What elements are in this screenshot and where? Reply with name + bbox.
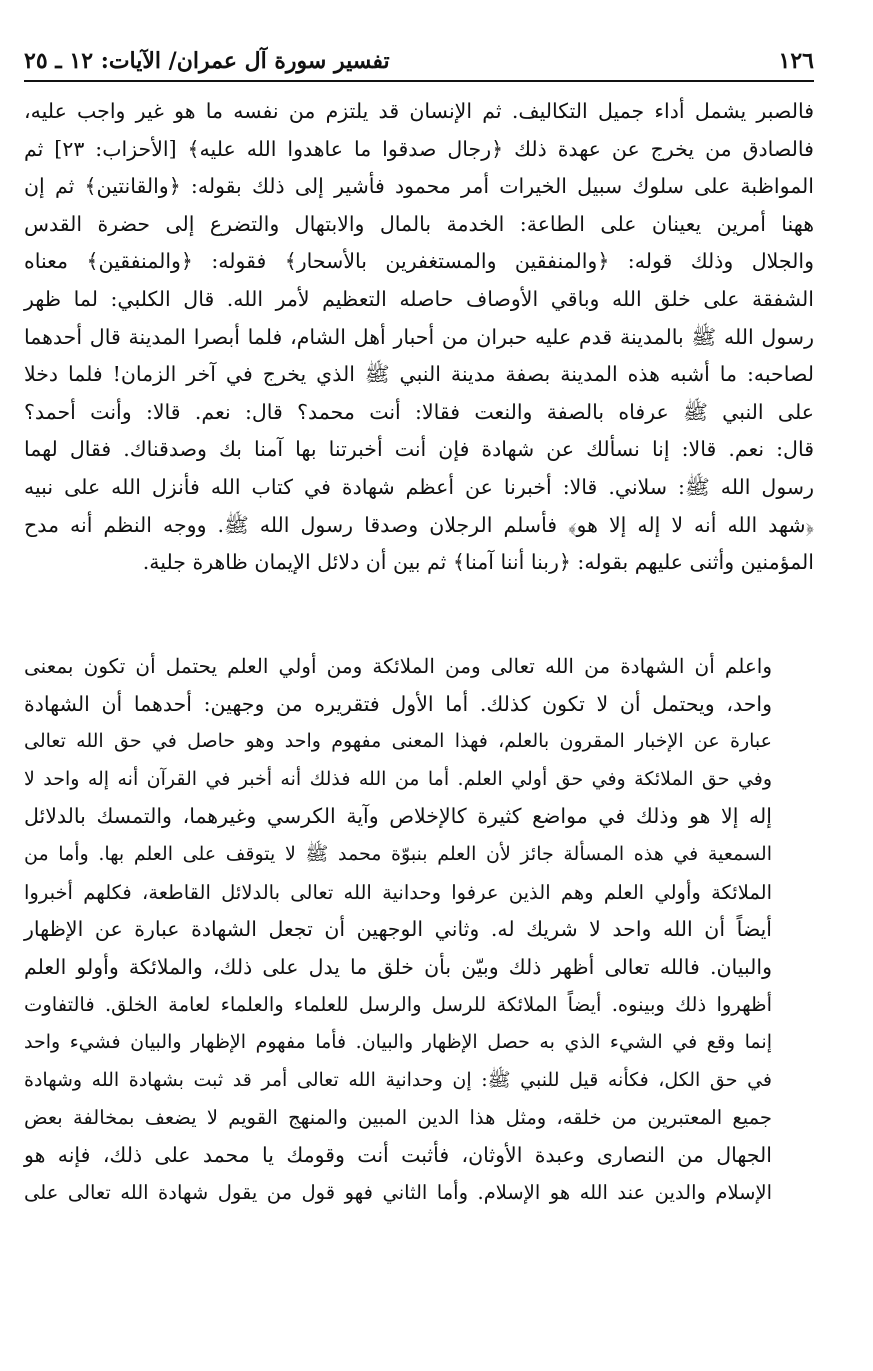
text-line: رسول الله ﷺ بالمدينة قدم عليه حبران من أحبار أهل الشام، فلما أبصرا المدينة قال أحدهما [24, 324, 814, 349]
paragraph-1 [24, 93, 814, 582]
text-line: المواظبة على سلوك سبيل الخيرات أمر محمود فأشير إلى ذلك بقوله: ﴿والقانتين﴾ ثم إن [24, 174, 814, 199]
text-line: الشفقة على خلق الله وباقي الأوصاف حاصله التعظيم لأمر الله. قال الكلبي: لما ظهر [24, 286, 814, 311]
text-line: السمعية في هذه المسألة جائز لأن العلم بنبوّة محمد ﷺ لا يتوقف على العلم بها. وأما من [24, 842, 772, 865]
text-line: ههنا أمرين يعينان على الطاعة: الخدمة بالمال والابتهال والتضرع إلى حضرة القدس [24, 211, 814, 236]
text-line: على النبي ﷺ عرفاه بالصفة والنعت فقالا: أنت محمد؟ قال: نعم. قالا: وأنت أحمد؟ [24, 399, 814, 424]
page-header [24, 38, 814, 82]
text-line: الجهال من النصارى وعبدة الأوثان، فأثبت أنت وقومك يا محمد على ذلك، فإنه هو [24, 1142, 772, 1167]
text-line: الملائكة وأولي العلم وهم الذين عرفوا وحدانية الله تعالى بالدلائل القاطعة، فكلهم أخبروا [24, 880, 772, 904]
text-line: قال: نعم. قالا: إنا نسألك عن شهادة فإن أنت أخبرتنا بها آمنا بك وصدقناك. فقال لهما [24, 437, 814, 462]
text-line: واحد، ويحتمل أن لا تكون كذلك. أما الأول فتقريره من وجهين: أحدهما أن الشهادة [24, 691, 772, 716]
text-line: أيضاً أن الله واحد لا شريك له. وثاني الوجهين أن تجعل الشهادة عبارة عن الإظهار [24, 917, 772, 942]
text-line: عبارة عن الإخبار المقرون بالعلم، فهذا المعنى مفهوم واحد وهو حاصل في حق الله تعالى [24, 730, 772, 753]
text-line: لصاحبه: ما أشبه هذه المدينة بصفة مدينة النبي ﷺ الذي يخرج في آخر الزمان! فلما دخلا [24, 362, 814, 387]
text-line: والبيان. فالله تعالى أظهر ذلك وبيّن بأن خلق ما يدل على ذلك، والملائكة وأولو العلم [24, 954, 772, 979]
text-line: إنما وقع في الشيء الذي به حصل الإظهار والبيان. فأما مفهوم الإظهار والبيان فشيء واحد [24, 1030, 772, 1053]
text-line: جميع المعتبرين من خلقه، ومثل هذا الدين المبين والمنهج القويم لا يضعف بمخالفة بعض [24, 1106, 772, 1130]
text-line: فالصادق من يخرج عن عهدة ذلك ﴿رجال صدقوا ما عاهدوا الله عليه﴾ [الأحزاب: ٢٣] ثم [24, 136, 814, 161]
text-line: رسول الله ﷺ: سلاني. قالا: أخبرنا عن أعظم شهادة في كتاب الله فأنزل الله على نبيه [24, 474, 814, 499]
page-number: ١٢٦ [778, 48, 814, 74]
text-line: المؤمنين وأثنى عليهم بقوله: ﴿ربنا أننا آمنا﴾ ثم بين أن دلائل الإيمان ظاهرة جلية. [142, 550, 814, 575]
text-line: في حق الكل، فكأنه قيل للنبي ﷺ: إن وحدانية الله تعالى أمر قد ثبت بشهادة الله وشهادة [24, 1068, 772, 1091]
text-line: إله إلا هو وذلك في مواضع كثيرة كالإخلاص وآية الكرسي وغيرهما، والتمسك بالدلائل [24, 804, 772, 829]
text-line: ﴿شهد الله أنه لا إله إلا هو﴾ فأسلم الرجلان وصدقا رسول الله ﷺ. ووجه النظم أنه مدح [24, 512, 814, 537]
text-line: أظهروا ذلك وبينوه. أيضاً الملائكة للرسل والرسل للعلماء والعلماء لعامة الخلق. فالتفاوت [24, 993, 772, 1017]
paragraph-2 [24, 648, 814, 1212]
header-rule [24, 80, 814, 82]
text-line: فالصبر يشمل أداء جميل التكاليف. ثم الإنسان قد يلتزم من نفسه ما هو غير واجب عليه، [24, 99, 814, 123]
text-line: والجلال وذلك قوله: ﴿والمنفقين والمستغفرين بالأسحار﴾ فقوله: ﴿والمنفقين﴾ معناه [24, 249, 814, 274]
running-title: تفسير سورة آل عمران/ الآيات: ١٢ ـ ٢٥ [24, 48, 390, 74]
text-line: الإسلام والدين عند الله هو الإسلام. وأما الثاني فهو قول من يقول شهادة الله تعالى على [24, 1181, 772, 1205]
text-line: وفي حق الملائكة وفي حق أولي العلم. أما من الله فذلك أنه أخبر في القرآن أنه إله واحد لا [24, 767, 772, 790]
text-line: واعلم أن الشهادة من الله تعالى ومن الملائكة ومن أولي العلم يحتمل أن تكون بمعنى [24, 654, 772, 678]
